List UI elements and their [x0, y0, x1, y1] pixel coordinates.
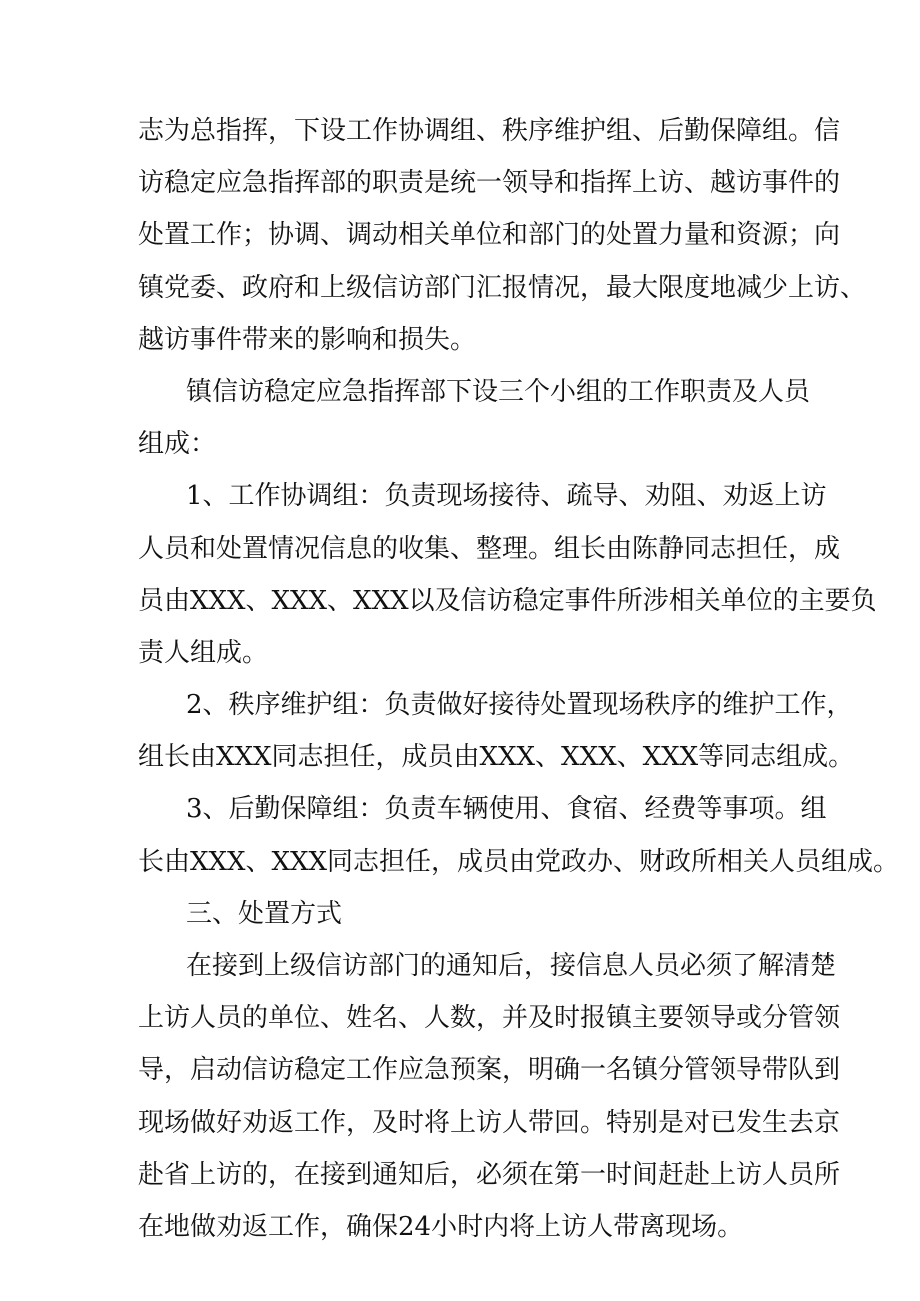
- text-line: 在地做劝返工作，确保24小时内将上访人带离现场。: [138, 1211, 744, 1242]
- text-line: 镇党委、政府和上级信访部门汇报情况，最大限度地减少上访、: [138, 272, 867, 303]
- text-line: 导，启动信访稳定工作应急预案，明确一名镇分管领导带队到: [138, 1055, 841, 1086]
- text-line: 人员和处置情况信息的收集、整理。组长由陈静同志担任，成: [138, 533, 841, 564]
- text-line: 3、后勤保障组：负责车辆使用、食宿、经费等事项。组: [186, 794, 827, 825]
- text-line: 处置工作；协调、调动相关单位和部门的处置力量和资源；向: [138, 220, 841, 251]
- text-line: 镇信访稳定应急指挥部下设三个小组的工作职责及人员: [186, 376, 811, 407]
- text-line: 志为总指挥，下设工作协调组、秩序维护组、后勤保障组。信: [138, 116, 841, 146]
- text-line: 组成：: [138, 429, 217, 460]
- body-text: [138, 105, 900, 1253]
- text-line: 长由XXX、XXX同志担任，成员由党政办、财政所相关人员组成。: [138, 846, 900, 877]
- text-line: 赴省上访的，在接到通知后，必须在第一时间赶赴上访人员所: [138, 1159, 841, 1190]
- text-line: 在接到上级信访部门的通知后，接信息人员必须了解清楚: [186, 951, 837, 981]
- text-line: 越访事件带来的影响和损失。: [138, 324, 477, 355]
- text-line: 2、秩序维护组：负责做好接待处置现场秩序的维护工作，: [186, 690, 853, 721]
- text-line: 现场做好劝返工作，及时将上访人带回。特别是对已发生去京: [138, 1107, 841, 1138]
- text-line: 1、工作协调组：负责现场接待、疏导、劝阻、劝返上访: [186, 481, 827, 512]
- text-line: 责人组成。: [138, 637, 269, 668]
- text-line: 组长由XXX同志担任，成员由XXX、XXX、XXX等同志组成。: [138, 742, 855, 773]
- text-line: 访稳定应急指挥部的职责是统一领导和指挥上访、越访事件的: [138, 168, 841, 199]
- text-line: 上访人员的单位、姓名、人数，并及时报镇主要领导或分管领: [138, 1003, 841, 1034]
- text-line: 员由XXX、XXX、XXX以及信访稳定事件所涉相关单位的主要负: [138, 585, 877, 616]
- text-line: 三、处置方式: [186, 898, 343, 929]
